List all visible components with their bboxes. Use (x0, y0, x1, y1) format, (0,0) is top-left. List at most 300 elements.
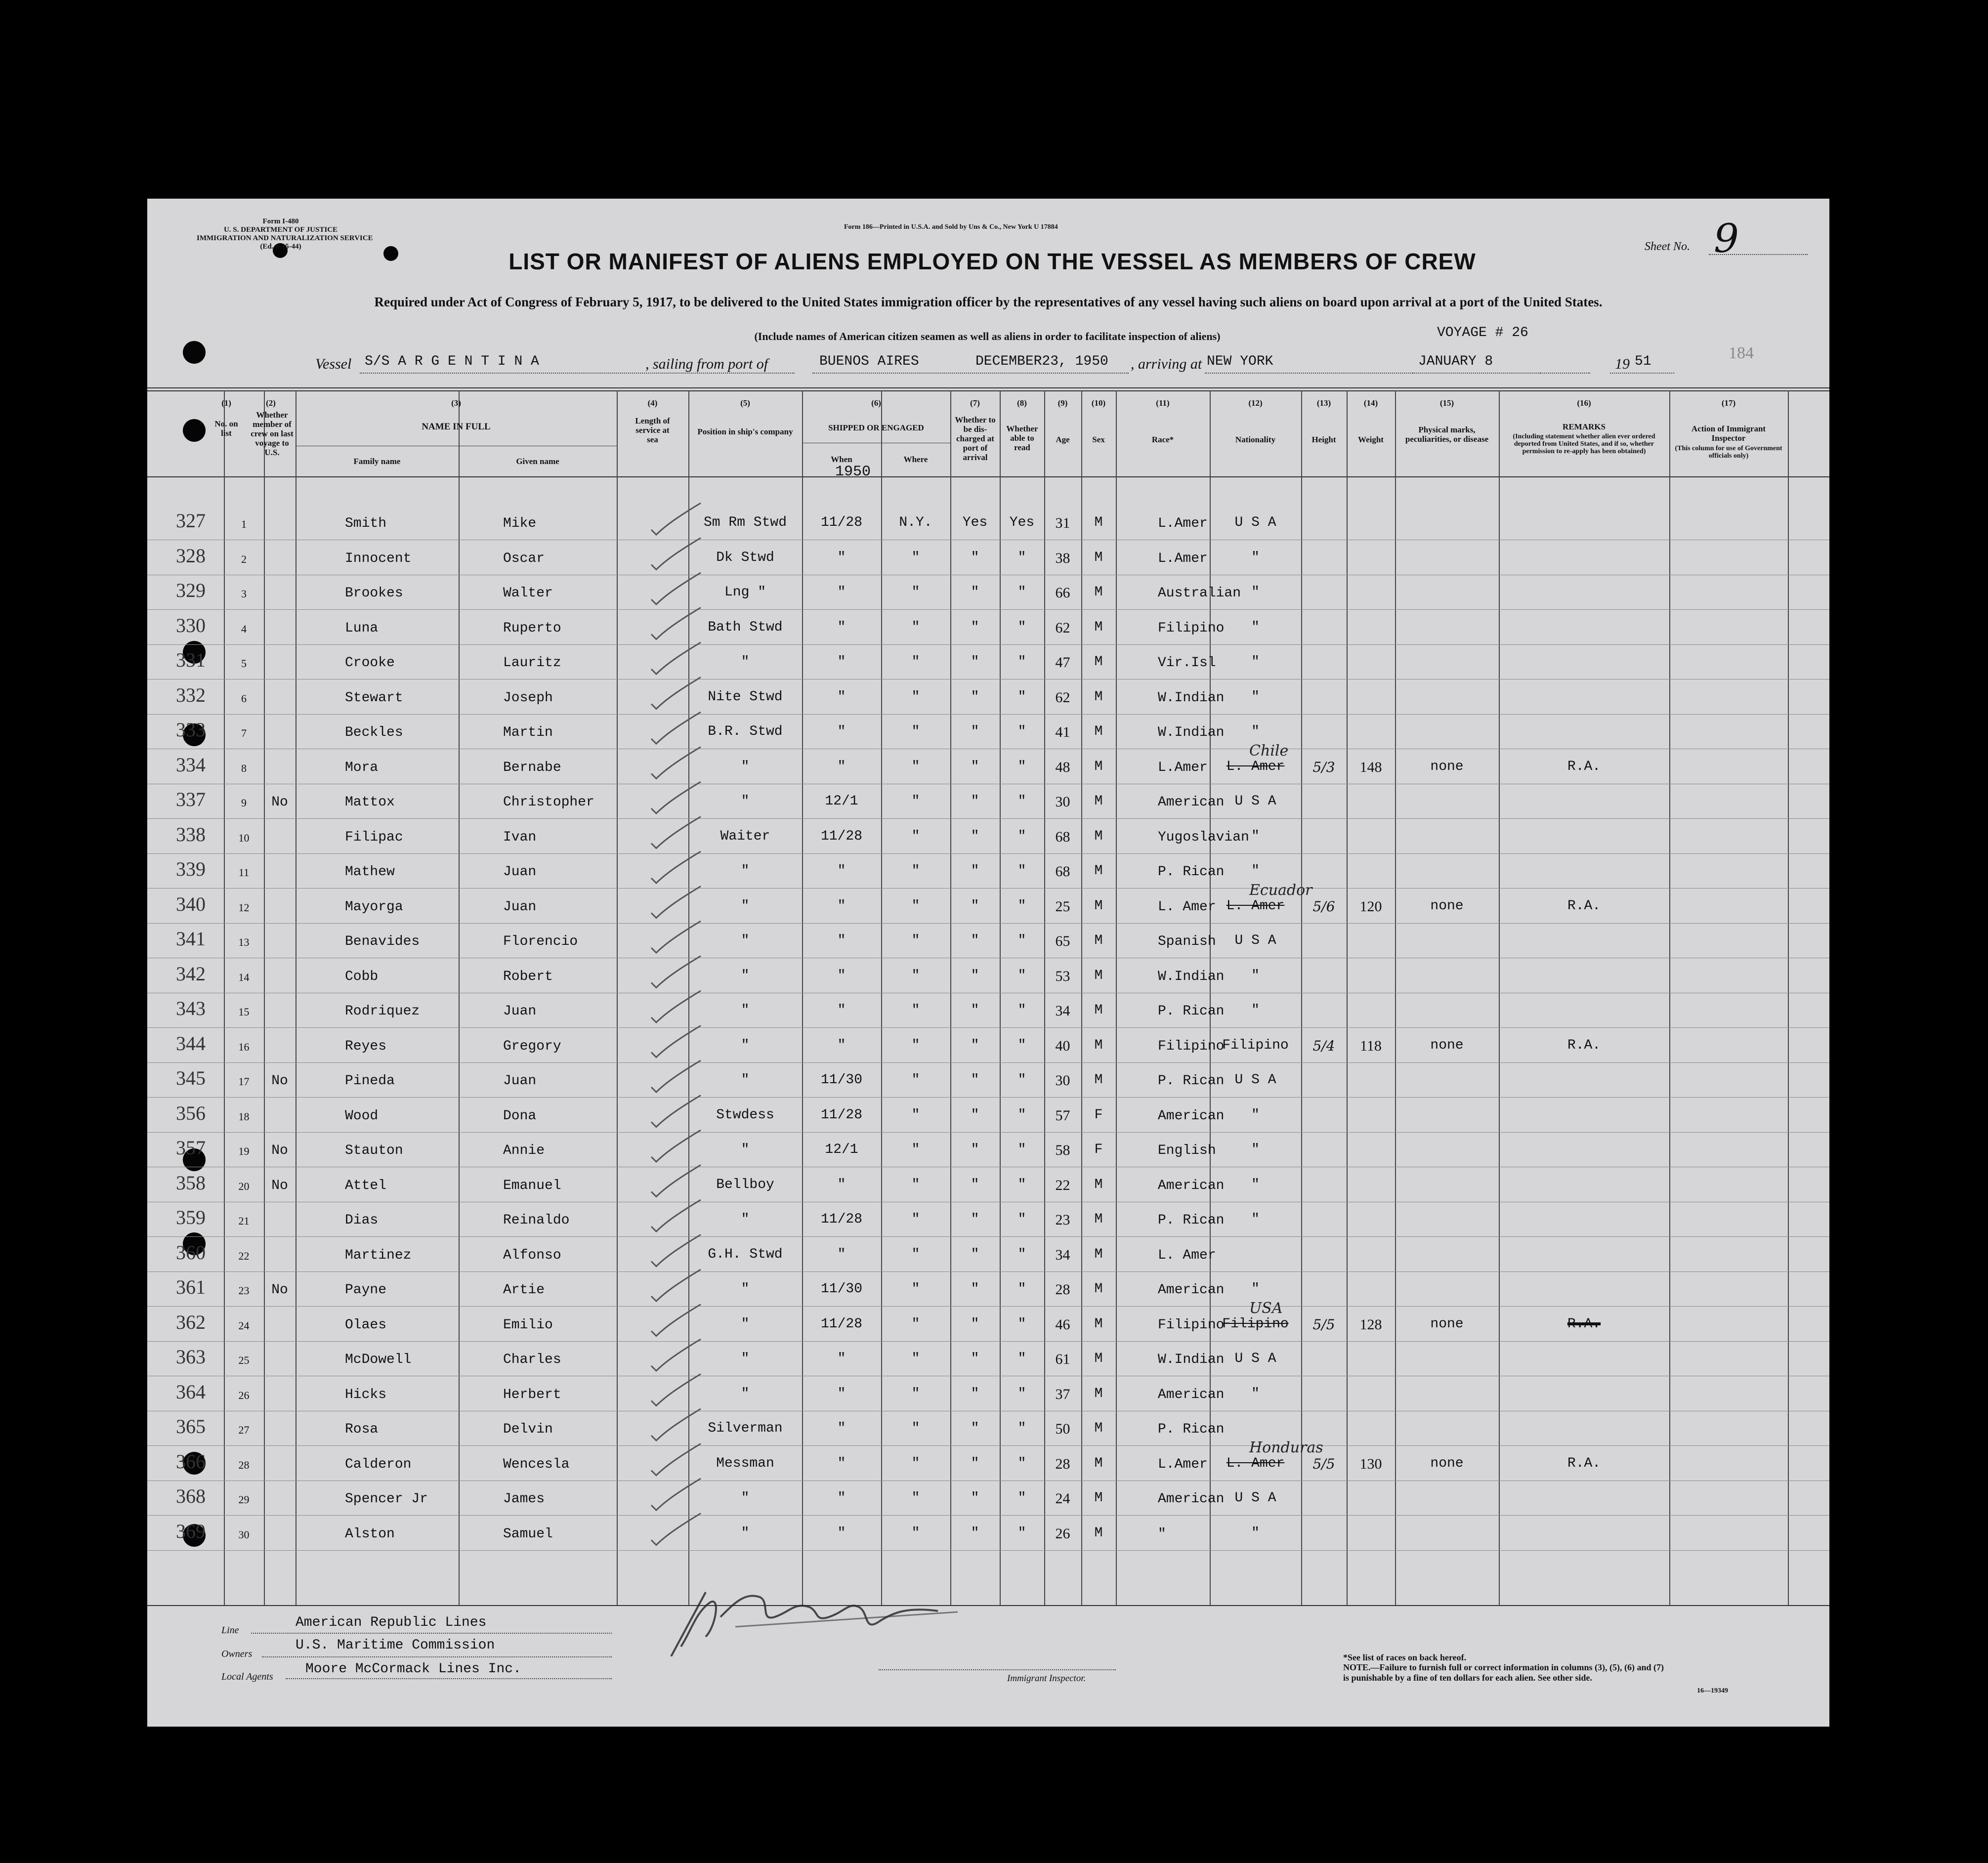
discharged: " (971, 619, 979, 635)
sex: M (1094, 1455, 1103, 1471)
race: W.Indian (1158, 969, 1225, 984)
shipped-where: " (911, 1525, 920, 1541)
race: Filipino (1158, 1038, 1225, 1054)
sex: M (1094, 1525, 1103, 1541)
col6-num: (6) (871, 398, 881, 408)
shipped-when: " (837, 1351, 846, 1366)
age: 48 (1055, 759, 1070, 775)
given-name: Florencio (503, 934, 578, 949)
able-to-read: " (1017, 898, 1026, 914)
sex: F (1094, 1107, 1103, 1123)
shipped-where: " (911, 1351, 920, 1366)
nationality: " (1251, 1142, 1260, 1157)
position: B.R. Stwd (708, 724, 783, 739)
age: 38 (1055, 550, 1070, 566)
discharged: " (971, 1037, 979, 1053)
sex: M (1094, 1281, 1103, 1297)
position: " (741, 654, 750, 670)
age: 50 (1055, 1421, 1070, 1437)
shipped-where: " (911, 1455, 920, 1471)
age: 22 (1055, 1177, 1070, 1193)
discharged: " (971, 1107, 979, 1123)
list-number: 356 (176, 1101, 206, 1124)
col16-sub: (Including statement whether alien ever ordered deported from United States, and if so, whether permission to re-apply has been obtained) (1513, 433, 1655, 455)
department: U. S. DEPARTMENT OF JUSTICE (223, 226, 338, 234)
row-number: 26 (238, 1389, 250, 1401)
shipped-when: " (837, 1246, 846, 1262)
col3-label: NAME IN FULL (422, 422, 491, 432)
col3-given: Given name (516, 457, 559, 466)
able-to-read: " (1017, 1490, 1026, 1506)
discharged: " (971, 968, 979, 983)
sex: M (1094, 1316, 1103, 1332)
list-number: 328 (176, 544, 206, 567)
nationality: " (1251, 1386, 1260, 1401)
service-check-mark (651, 747, 701, 779)
able-to-read: " (1017, 794, 1026, 809)
col2-num: (2) (266, 398, 276, 408)
discharged: " (971, 1246, 979, 1262)
race: P. Rican (1158, 1422, 1225, 1437)
given-name: Robert (503, 969, 553, 984)
race: American (1158, 1387, 1225, 1402)
discharged: " (971, 828, 979, 844)
nationality-handwritten: Chile (1249, 742, 1289, 760)
position: G.H. Stwd (708, 1246, 783, 1262)
remarks: R.A. (1567, 1455, 1601, 1471)
position: " (741, 794, 750, 809)
shipped-when: " (837, 1421, 846, 1436)
age: 62 (1055, 619, 1070, 636)
nationality: " (1251, 550, 1260, 565)
able-to-read: " (1017, 654, 1026, 670)
family-name: Rosa (345, 1422, 379, 1437)
able-to-read: " (1017, 724, 1026, 739)
able-to-read: " (1017, 1281, 1026, 1297)
shipped-where: " (911, 863, 920, 879)
nationality: U S A (1234, 1490, 1276, 1506)
physical-marks: none (1430, 898, 1464, 914)
row-number: 6 (241, 692, 247, 705)
race: " (1158, 1526, 1166, 1542)
shipped-when: " (837, 619, 846, 635)
given-name: Dona (503, 1108, 537, 1124)
able-to-read: " (1017, 759, 1026, 774)
physical-marks: none (1430, 759, 1464, 774)
last-voyage: No (271, 1178, 288, 1193)
position: Messman (716, 1455, 774, 1471)
family-name: Alston (345, 1526, 395, 1542)
discharged: " (971, 1142, 979, 1157)
sex: M (1094, 863, 1103, 879)
position: " (741, 968, 750, 983)
arrival-date: JANUARY 8 (1418, 354, 1493, 369)
race: Spanish (1158, 934, 1216, 949)
weight: 120 (1359, 898, 1382, 915)
physical-marks: none (1430, 1316, 1464, 1332)
shipped-when: 11/28 (820, 1107, 862, 1123)
position: " (741, 1281, 750, 1297)
row-number: 17 (238, 1075, 250, 1088)
family-name: Filipac (345, 829, 403, 845)
service-check-mark (651, 538, 701, 570)
service-check-mark (651, 887, 701, 918)
shipped-where: " (911, 654, 920, 670)
shipped-where: " (911, 794, 920, 809)
form-edition: (Ed. 4-15-44) (260, 243, 301, 251)
col9-num: (9) (1057, 398, 1068, 408)
position: " (741, 1386, 750, 1401)
race: Vir.Isl (1158, 655, 1216, 671)
race: L.Amer (1158, 1456, 1208, 1472)
sex: M (1094, 898, 1103, 914)
physical-marks: none (1430, 1037, 1464, 1053)
given-name: James (503, 1491, 545, 1507)
list-number: 341 (176, 928, 206, 950)
shipped-when: " (837, 968, 846, 983)
position: " (741, 1072, 750, 1088)
shipped-where: " (911, 1212, 920, 1227)
age: 25 (1055, 898, 1070, 915)
sex: M (1094, 515, 1103, 530)
given-name: Gregory (503, 1038, 561, 1054)
col17-num: (17) (1721, 398, 1736, 408)
family-name: Pineda (345, 1073, 395, 1089)
family-name: Spencer Jr (345, 1491, 428, 1507)
shipped-when: " (837, 1003, 846, 1018)
given-name: Alfonso (503, 1247, 561, 1263)
service-check-mark (651, 1305, 701, 1336)
sheet-number: 9 (1714, 215, 1739, 261)
row-number: 4 (241, 622, 247, 635)
shipped-where: " (911, 1072, 920, 1088)
nationality: L. Amer (1226, 1455, 1285, 1471)
shipped-where: " (911, 1142, 920, 1157)
list-number: 343 (176, 997, 206, 1019)
race: P. Rican (1158, 1213, 1225, 1228)
discharged: " (971, 724, 979, 739)
able-to-read: " (1017, 689, 1026, 705)
service-check-mark (651, 677, 701, 709)
nationality: " (1251, 654, 1260, 670)
age: 30 (1055, 794, 1070, 810)
race: L. Amer (1158, 1247, 1216, 1263)
given-name: Ivan (503, 829, 537, 845)
age: 41 (1055, 724, 1070, 740)
printer-note: Form 186—Printed in U.S.A. and Sold by Uns & Co., New York U 17884 (844, 223, 1058, 231)
race: P. Rican (1158, 1073, 1225, 1089)
race: L.Amer (1158, 516, 1208, 531)
discharged: " (971, 654, 979, 670)
shipped-where: " (911, 1386, 920, 1401)
able-to-read: " (1017, 1421, 1026, 1436)
shipped-when: " (837, 724, 846, 739)
age: 23 (1055, 1212, 1070, 1228)
service-check-mark (651, 782, 701, 813)
weight: 130 (1359, 1455, 1382, 1472)
race: P. Rican (1158, 864, 1225, 880)
service-check-mark (651, 1130, 701, 1162)
race: Filipino (1158, 620, 1225, 636)
row-number: 14 (238, 971, 250, 983)
col14-label: Weight (1358, 435, 1384, 444)
owners-value: U.S. Maritime Commission (296, 1638, 495, 1653)
shipped-where: " (911, 1421, 920, 1436)
able-to-read: " (1017, 1212, 1026, 1227)
agents-value: Moore McCormack Lines Inc. (305, 1661, 521, 1677)
list-number: 340 (176, 892, 206, 915)
col5-label: Position in ship's company (697, 427, 793, 436)
shipped-when: " (837, 1177, 846, 1192)
print-code: 16—19349 (1697, 1687, 1728, 1694)
able-to-read: " (1017, 828, 1026, 844)
position: " (741, 1525, 750, 1541)
family-name: Mora (345, 760, 379, 775)
list-number: 332 (176, 683, 206, 706)
given-name: Bernabe (503, 760, 561, 775)
sex: M (1094, 1490, 1103, 1506)
family-name: Smith (345, 516, 387, 531)
shipped-where: " (911, 1107, 920, 1123)
col3-num: (3) (451, 398, 461, 408)
col6-when: When (831, 455, 852, 464)
discharged: " (971, 1212, 979, 1227)
given-name: Walter (503, 586, 553, 601)
shipped-where: " (911, 585, 920, 600)
service-check-mark (651, 1270, 701, 1301)
discharged: " (971, 689, 979, 705)
nationality: " (1251, 689, 1260, 705)
voyage-number: VOYAGE # 26 (1437, 325, 1528, 340)
list-number: 369 (176, 1520, 206, 1542)
family-name: Brookes (345, 586, 403, 601)
nationality: L. Amer (1226, 759, 1285, 774)
service: IMMIGRATION AND NATURALIZATION SERVICE (197, 234, 373, 242)
remarks: R.A. (1567, 1316, 1601, 1332)
shipped-when: 11/30 (820, 1281, 862, 1297)
col1-label: No. on list (214, 419, 238, 438)
row-number: 21 (238, 1215, 250, 1227)
service-check-mark (651, 1514, 701, 1545)
discharged: " (971, 1177, 979, 1192)
discharged: " (971, 1281, 979, 1297)
sex: M (1094, 759, 1103, 774)
weight: 148 (1359, 759, 1382, 775)
col16-label: REMARKS (1563, 422, 1606, 431)
race: English (1158, 1143, 1216, 1158)
col4-num: (4) (647, 398, 658, 408)
shipped-where: " (911, 1490, 920, 1506)
shipped-when: " (837, 1455, 846, 1471)
family-name: Hicks (345, 1387, 387, 1402)
shipped-when: " (837, 585, 846, 600)
row-number: 29 (238, 1493, 250, 1506)
service-check-mark (651, 1409, 701, 1440)
arriving-label: , arriving at (1131, 356, 1202, 372)
age: 57 (1055, 1107, 1070, 1124)
row-number: 19 (238, 1145, 250, 1157)
race: Yugoslavian (1158, 829, 1249, 845)
list-number: 368 (176, 1485, 206, 1507)
sex: M (1094, 1351, 1103, 1366)
list-number: 364 (176, 1380, 206, 1403)
row-number: 5 (241, 657, 247, 670)
requirement-text: Required under Act of Congress of February 5, 1917, to be delivered to the United States immigration officer by the representatives of any vessel having such aliens on board upon arrival at a port of the United States. (374, 295, 1603, 309)
given-name: Juan (503, 899, 537, 915)
age: 34 (1055, 1003, 1070, 1019)
age: 66 (1055, 585, 1070, 601)
shipped-where: " (911, 968, 920, 983)
row-number: 24 (238, 1319, 250, 1332)
col14-num: (14) (1363, 398, 1378, 408)
given-name: Delvin (503, 1422, 553, 1437)
col13-num: (13) (1316, 398, 1331, 408)
row-number: 28 (238, 1458, 250, 1471)
discharged: " (971, 794, 979, 809)
nationality: U S A (1234, 515, 1276, 530)
given-name: Charles (503, 1352, 561, 1367)
able-to-read: " (1017, 1107, 1026, 1123)
col7-label: Whether to be dis-charged at port of arrival (955, 415, 996, 462)
age: 28 (1055, 1455, 1070, 1472)
given-name: Joseph (503, 690, 553, 706)
position: Dk Stwd (716, 550, 774, 565)
age: 61 (1055, 1351, 1070, 1367)
family-name: McDowell (345, 1352, 412, 1367)
service-check-mark (651, 712, 701, 744)
family-name: Payne (345, 1282, 387, 1298)
row-number: 3 (241, 588, 247, 600)
sex: M (1094, 1212, 1103, 1227)
line-label: Line (221, 1625, 239, 1636)
height: 5/5 (1312, 1316, 1335, 1333)
position: Sm Rm Stwd (703, 515, 787, 530)
height: 5/6 (1312, 898, 1335, 915)
row-number: 15 (238, 1006, 250, 1018)
shipped-when: " (837, 898, 846, 914)
age: 31 (1055, 515, 1070, 531)
sex: M (1094, 550, 1103, 565)
height: 5/4 (1312, 1037, 1335, 1054)
last-voyage: No (271, 1143, 288, 1158)
able-to-read: " (1017, 968, 1026, 983)
given-name: Samuel (503, 1526, 553, 1542)
position: " (741, 1212, 750, 1227)
master-signature (661, 1572, 968, 1656)
service-check-mark (651, 1026, 701, 1058)
nationality: U S A (1234, 1072, 1276, 1088)
row-number: 13 (238, 936, 250, 948)
position: " (741, 898, 750, 914)
sheet-label: Sheet No. (1645, 240, 1690, 253)
col10-label: Sex (1092, 435, 1105, 444)
shipped-where: " (911, 724, 920, 739)
discharged: " (971, 1421, 979, 1436)
row-number: 16 (238, 1040, 250, 1053)
discharged: " (971, 1455, 979, 1471)
row-number: 12 (238, 901, 250, 914)
sex: M (1094, 1003, 1103, 1018)
nationality: " (1251, 619, 1260, 635)
nationality-handwritten: Ecuador (1249, 881, 1312, 899)
sex: M (1094, 1246, 1103, 1262)
remarks: R.A. (1567, 759, 1601, 774)
row-number: 11 (238, 866, 250, 879)
position: " (741, 933, 750, 948)
given-name: Reinaldo (503, 1213, 570, 1228)
nationality: Filipino (1222, 1316, 1289, 1332)
col10-num: (10) (1091, 398, 1106, 408)
able-to-read: " (1017, 863, 1026, 879)
shipped-where: " (911, 1037, 920, 1053)
list-number: 357 (176, 1137, 206, 1159)
col8-num: (8) (1017, 398, 1027, 408)
family-name: Wood (345, 1108, 379, 1124)
given-name: Juan (503, 1004, 537, 1019)
penalty-note: NOTE.—Failure to furnish full or correct information in columns (3), (5), (6) and (7) is punishable by a fine of ten dollars for each alien. See other side. (1343, 1662, 1664, 1683)
given-name: Oscar (503, 550, 545, 566)
nationality: " (1251, 828, 1260, 844)
able-to-read: " (1017, 1386, 1026, 1401)
family-name: Cobb (345, 969, 379, 984)
family-name: Reyes (345, 1038, 387, 1054)
shipped-where: " (911, 898, 920, 914)
family-name: Calderon (345, 1456, 412, 1472)
family-name: Mattox (345, 795, 395, 810)
col5-num: (5) (740, 398, 750, 408)
sex: M (1094, 689, 1103, 705)
race: L.Amer (1158, 550, 1208, 566)
age: 30 (1055, 1072, 1070, 1089)
col3-family: Family name (353, 457, 401, 466)
list-number: 362 (176, 1311, 206, 1333)
age: 58 (1055, 1142, 1070, 1158)
col1-num: (1) (221, 398, 231, 408)
given-name: Juan (503, 1073, 537, 1089)
given-name: Artie (503, 1282, 545, 1298)
position: " (741, 1490, 750, 1506)
discharged: " (971, 1003, 979, 1018)
col9-label: Age (1056, 435, 1070, 444)
position: Lng " (724, 585, 766, 600)
nationality: " (1251, 1003, 1260, 1018)
race: American (1158, 1178, 1225, 1193)
line-value: American Republic Lines (296, 1615, 487, 1630)
list-number: 339 (176, 858, 206, 880)
inspector-label: Immigrant Inspector. (1007, 1673, 1086, 1684)
list-number: 344 (176, 1032, 206, 1055)
nationality: " (1251, 585, 1260, 600)
col17-label: Action of Immigrant Inspector (1691, 424, 1766, 443)
last-voyage: No (271, 795, 288, 810)
discharged: " (971, 759, 979, 774)
sex: M (1094, 1421, 1103, 1436)
race: P. Rican (1158, 1004, 1225, 1019)
remarks: R.A. (1567, 1037, 1601, 1053)
family-name: Martinez (345, 1247, 412, 1263)
shipped-when: 11/30 (820, 1072, 862, 1088)
able-to-read: " (1017, 585, 1026, 600)
nationality-handwritten: Honduras (1249, 1439, 1323, 1456)
shipped-when: " (837, 759, 846, 774)
race: American (1158, 1108, 1225, 1124)
sailing-label: , sailing from port of (645, 356, 768, 372)
arrival-port: NEW YORK (1207, 354, 1273, 369)
shipped-where: " (911, 1281, 920, 1297)
col4-label: Length of service at sea (635, 416, 670, 444)
family-name: Benavides (345, 934, 420, 949)
age: 34 (1055, 1246, 1070, 1263)
